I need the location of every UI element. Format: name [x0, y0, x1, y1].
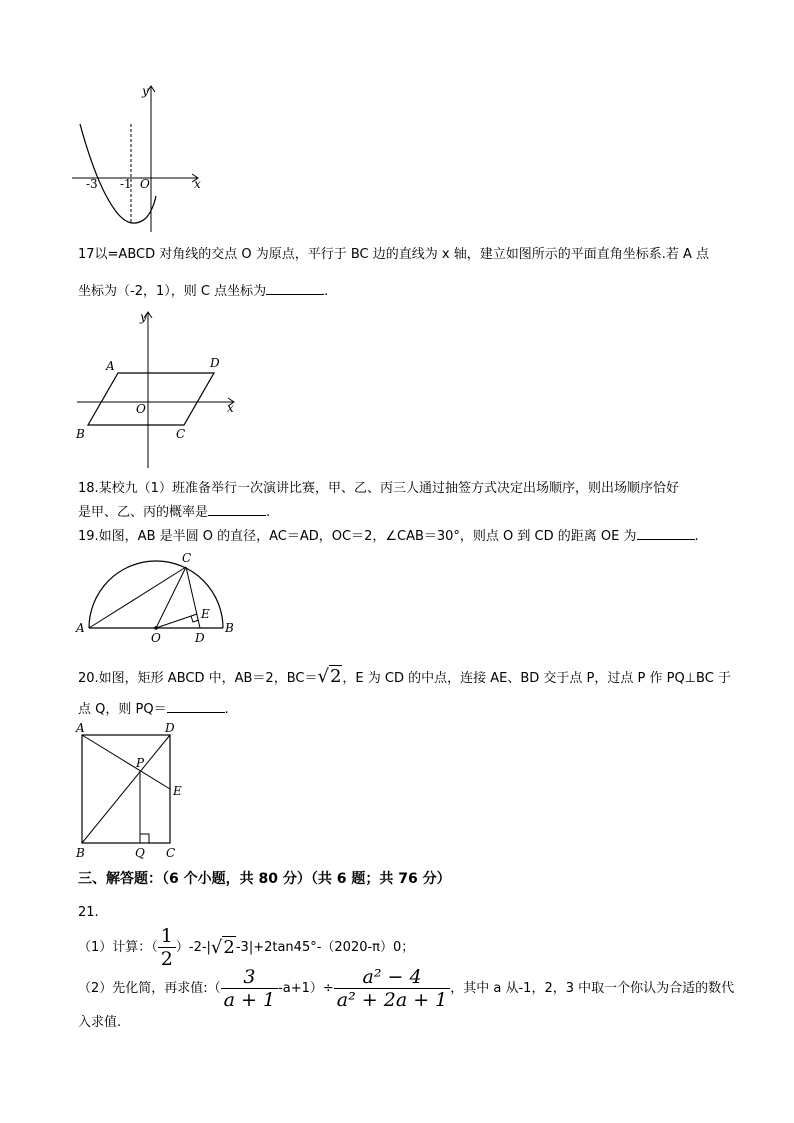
parallelogram-figure — [72, 308, 242, 473]
fraction-denominator: a² + 2a + 1 — [336, 989, 448, 1011]
fraction-numerator: 3 — [221, 966, 278, 989]
label-a: A — [76, 721, 85, 735]
label-o: O — [151, 631, 161, 645]
sqrt-symbol: √2 — [317, 666, 342, 687]
q17-end: . — [324, 284, 329, 299]
origin-label: O — [140, 177, 150, 191]
q20-part2: ，E 为 CD 的中点，连接 AE、BD 交于点 P，过点 P 作 PQ⊥BC 于 — [342, 671, 731, 686]
label-b: B — [76, 846, 85, 860]
sqrt-symbol: √2 — [210, 936, 235, 958]
q21-number: 21. — [78, 905, 99, 920]
q19-end: . — [694, 529, 699, 544]
diagonal-bd — [82, 735, 170, 843]
fraction-half — [158, 925, 176, 970]
label-d: D — [165, 721, 175, 735]
q20-line2 — [78, 700, 229, 719]
label-e: E — [173, 784, 182, 798]
q21-p1-post: -3|+2tan45°-（2020-π）0； — [235, 939, 415, 955]
answer-blank-20[interactable] — [167, 700, 225, 713]
label-d: D — [195, 631, 205, 645]
fraction-denominator: 2 — [160, 948, 173, 970]
label-o: O — [136, 402, 146, 416]
q17-line2 — [78, 282, 328, 301]
sqrt-radicand: 2 — [223, 936, 235, 958]
label-d: D — [210, 356, 220, 370]
answer-blank-18[interactable] — [208, 503, 266, 516]
fraction-denominator: a + 1 — [223, 989, 276, 1011]
label-e: E — [201, 607, 210, 621]
q21-line3: 入求值. — [78, 1015, 122, 1030]
q17-line1: 17以=ABCD 对角线的交点 O 为原点，平行于 BC 边的直线为 x 轴，建立如图所示的平面直角坐标系.若 A 点 — [78, 247, 710, 262]
fraction-3-over-a-plus-1 — [221, 966, 278, 1011]
sqrt-radicand: 2 — [329, 666, 342, 687]
answer-blank-17[interactable] — [266, 282, 324, 295]
q20-line1 — [78, 664, 731, 692]
q21-p2-pre: （2）先化简，再求值:（ — [78, 980, 221, 996]
q18-line2-text: 是甲、乙、丙的概率是 — [78, 505, 209, 520]
q19-text: 19.如图，AB 是半圆 O 的直径，AC＝AD，OC＝2，∠CAB＝30°，则点 O 到 CD 的距离 OE 为 — [78, 529, 637, 544]
q20-end: . — [224, 702, 229, 717]
label-minus3: -3 — [86, 177, 98, 191]
label-y: y — [140, 310, 147, 324]
q18-line1: 18.某校九（1）班准备举行一次演讲比赛，甲、乙、丙三人通过抽签方式决定出场顺序，则出场顺序恰好 — [78, 481, 679, 496]
x-label: x — [194, 177, 201, 191]
q21-p2-post: ，其中 a 从-1，2，3 中取一个你认为合适的数代 — [450, 980, 735, 996]
q18-line2 — [78, 503, 270, 522]
label-a: A — [106, 359, 115, 373]
center-point — [154, 626, 158, 630]
q20-line2-text: 点 Q，则 PQ＝ — [78, 702, 167, 717]
label-b: B — [76, 427, 85, 441]
q21-part2 — [78, 966, 734, 1011]
semicircle-figure — [72, 550, 242, 645]
q21-p1-exp: ）-2-| — [175, 939, 211, 955]
label-c: C — [182, 551, 192, 565]
q21-p2-mid: -a+1）÷ — [278, 980, 334, 996]
q17-line2-text: 坐标为（-2，1），则 C 点坐标为 — [78, 284, 267, 299]
label-b: B — [225, 621, 234, 635]
fraction-a2-minus-4 — [334, 966, 450, 1011]
parallelogram-abcd — [88, 373, 214, 425]
answer-blank-19[interactable] — [637, 527, 695, 540]
label-x: x — [227, 401, 234, 415]
q21-part1 — [78, 925, 414, 970]
parabola-curve — [80, 124, 156, 223]
q18-end: . — [266, 505, 271, 520]
label-c: C — [166, 846, 176, 860]
q21-p1-pre: （1）计算：（ — [78, 939, 158, 955]
label-c: C — [176, 427, 186, 441]
q20-part1: 20.如图，矩形 ABCD 中，AB＝2，BC＝ — [78, 671, 318, 686]
label-q: Q — [135, 846, 145, 860]
label-p: P — [136, 756, 145, 770]
rectangle-figure — [72, 720, 197, 862]
right-angle-mark — [140, 834, 149, 843]
fraction-numerator: a² − 4 — [334, 966, 450, 989]
section-heading: 三、解答题：（6 个小题，共 80 分）（共 6 题；共 76 分） — [78, 871, 451, 887]
label-a: A — [76, 621, 85, 635]
fraction-numerator: 1 — [158, 925, 176, 948]
q19-line — [78, 527, 699, 546]
segment-ae — [82, 735, 170, 789]
label-minus1: -1 — [120, 177, 132, 191]
parabola-figure — [70, 82, 210, 237]
y-label: y — [142, 84, 149, 98]
